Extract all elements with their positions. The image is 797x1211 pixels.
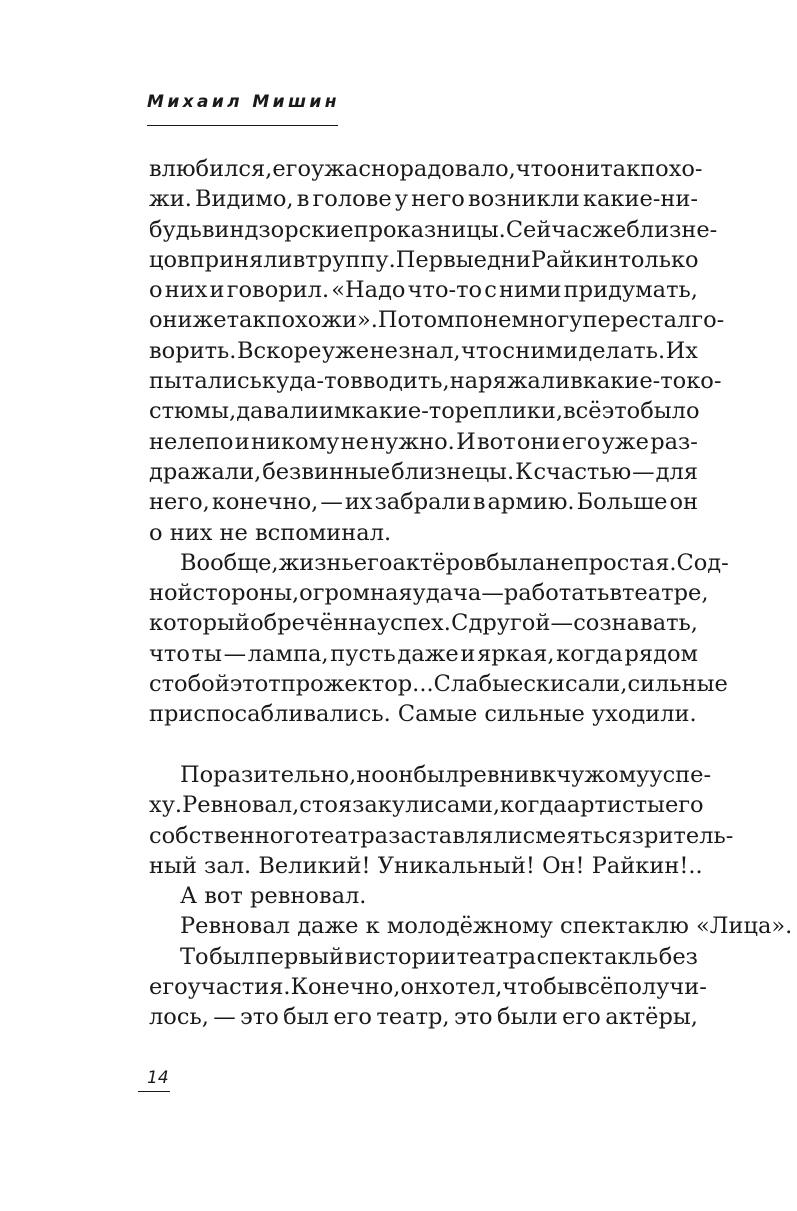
paragraph [149,942,707,1033]
text-line: жи. Видимо, в голове у него возникли какие-ни- [149,186,698,213]
paragraph [149,881,698,911]
text-line: цов приняли в труппу. Первые дни Райкин только [149,246,699,273]
text-line: они же так похожи». Потом понемногу перестал го- [149,307,725,334]
text-line: него, конечно, — их забрали в армию. Больше он [149,489,698,516]
text-line: лось, — это был его театр, это были его актёры, [149,1004,698,1031]
text-line: То был первый в истории театра спектакль без [180,943,698,970]
paragraph [149,911,793,941]
text-line: его участия. Конечно, он хотел, чтобы всё получи- [149,974,707,1001]
text-line: влюбился, его ужасно радовало, что они так похо- [149,156,703,182]
text-line: А вот ревновал. [180,883,367,910]
text-line: Поразительно, но он был ревнив к чужому успе- [180,761,712,788]
text-line: Ревновал даже к молодёжному спектаклю «Лица». [180,913,793,940]
text-line: приспосабливались. Самые сильные уходили. [149,701,697,728]
text-line: собственного театра заставляли смеяться зритель- [149,822,734,849]
text-line: с тобой этот прожектор... Слабые скисали, сильные [149,671,728,698]
paragraph [149,154,725,548]
running-head-rule [147,125,338,126]
text-line: ху. Ревновал, стоя за кулисами, когда артисты его [149,792,704,819]
page-number: 14 [147,1068,169,1088]
paragraph [149,760,734,881]
text-line: будь виндзорские проказницы. Сейчас же близне- [149,216,718,243]
text-line: что ты — лампа, пусть даже и яркая, когда рядом [149,640,698,667]
running-head: Михаил Мишин [147,92,340,112]
text-line: который обречён на успех. С другой — сознавать, [149,610,698,637]
text-line: ный зал. Великий! Уникальный! Он! Райкин!.. [149,852,703,879]
text-line: о них и говорил. «Надо что-то с ними придумать, [149,277,698,304]
text-line: дражали, безвинные близнецы. К счастью — для [149,458,698,485]
text-line: ной стороны, огромная удача — работать в театре, [149,580,709,607]
text-line: стюмы, давали им какие-то реплики, всё это было [149,398,700,425]
paragraph-gap [149,730,698,760]
text-line: Вообще, жизнь его актёров была непростая. С од- [180,549,729,576]
text-line: нелепо и никому не нужно. И вот они его уже раз- [149,428,698,455]
page-number-rule [138,1091,170,1092]
body-text [149,154,793,1033]
paragraph [149,548,729,730]
text-line: о них не вспоминал. [149,519,392,546]
text-line: ворить. Вскоре уже не знал, что с ними делать. Их [149,337,698,364]
text-line: пытались куда-то вводить, наряжали в какие-то ко- [149,368,722,395]
